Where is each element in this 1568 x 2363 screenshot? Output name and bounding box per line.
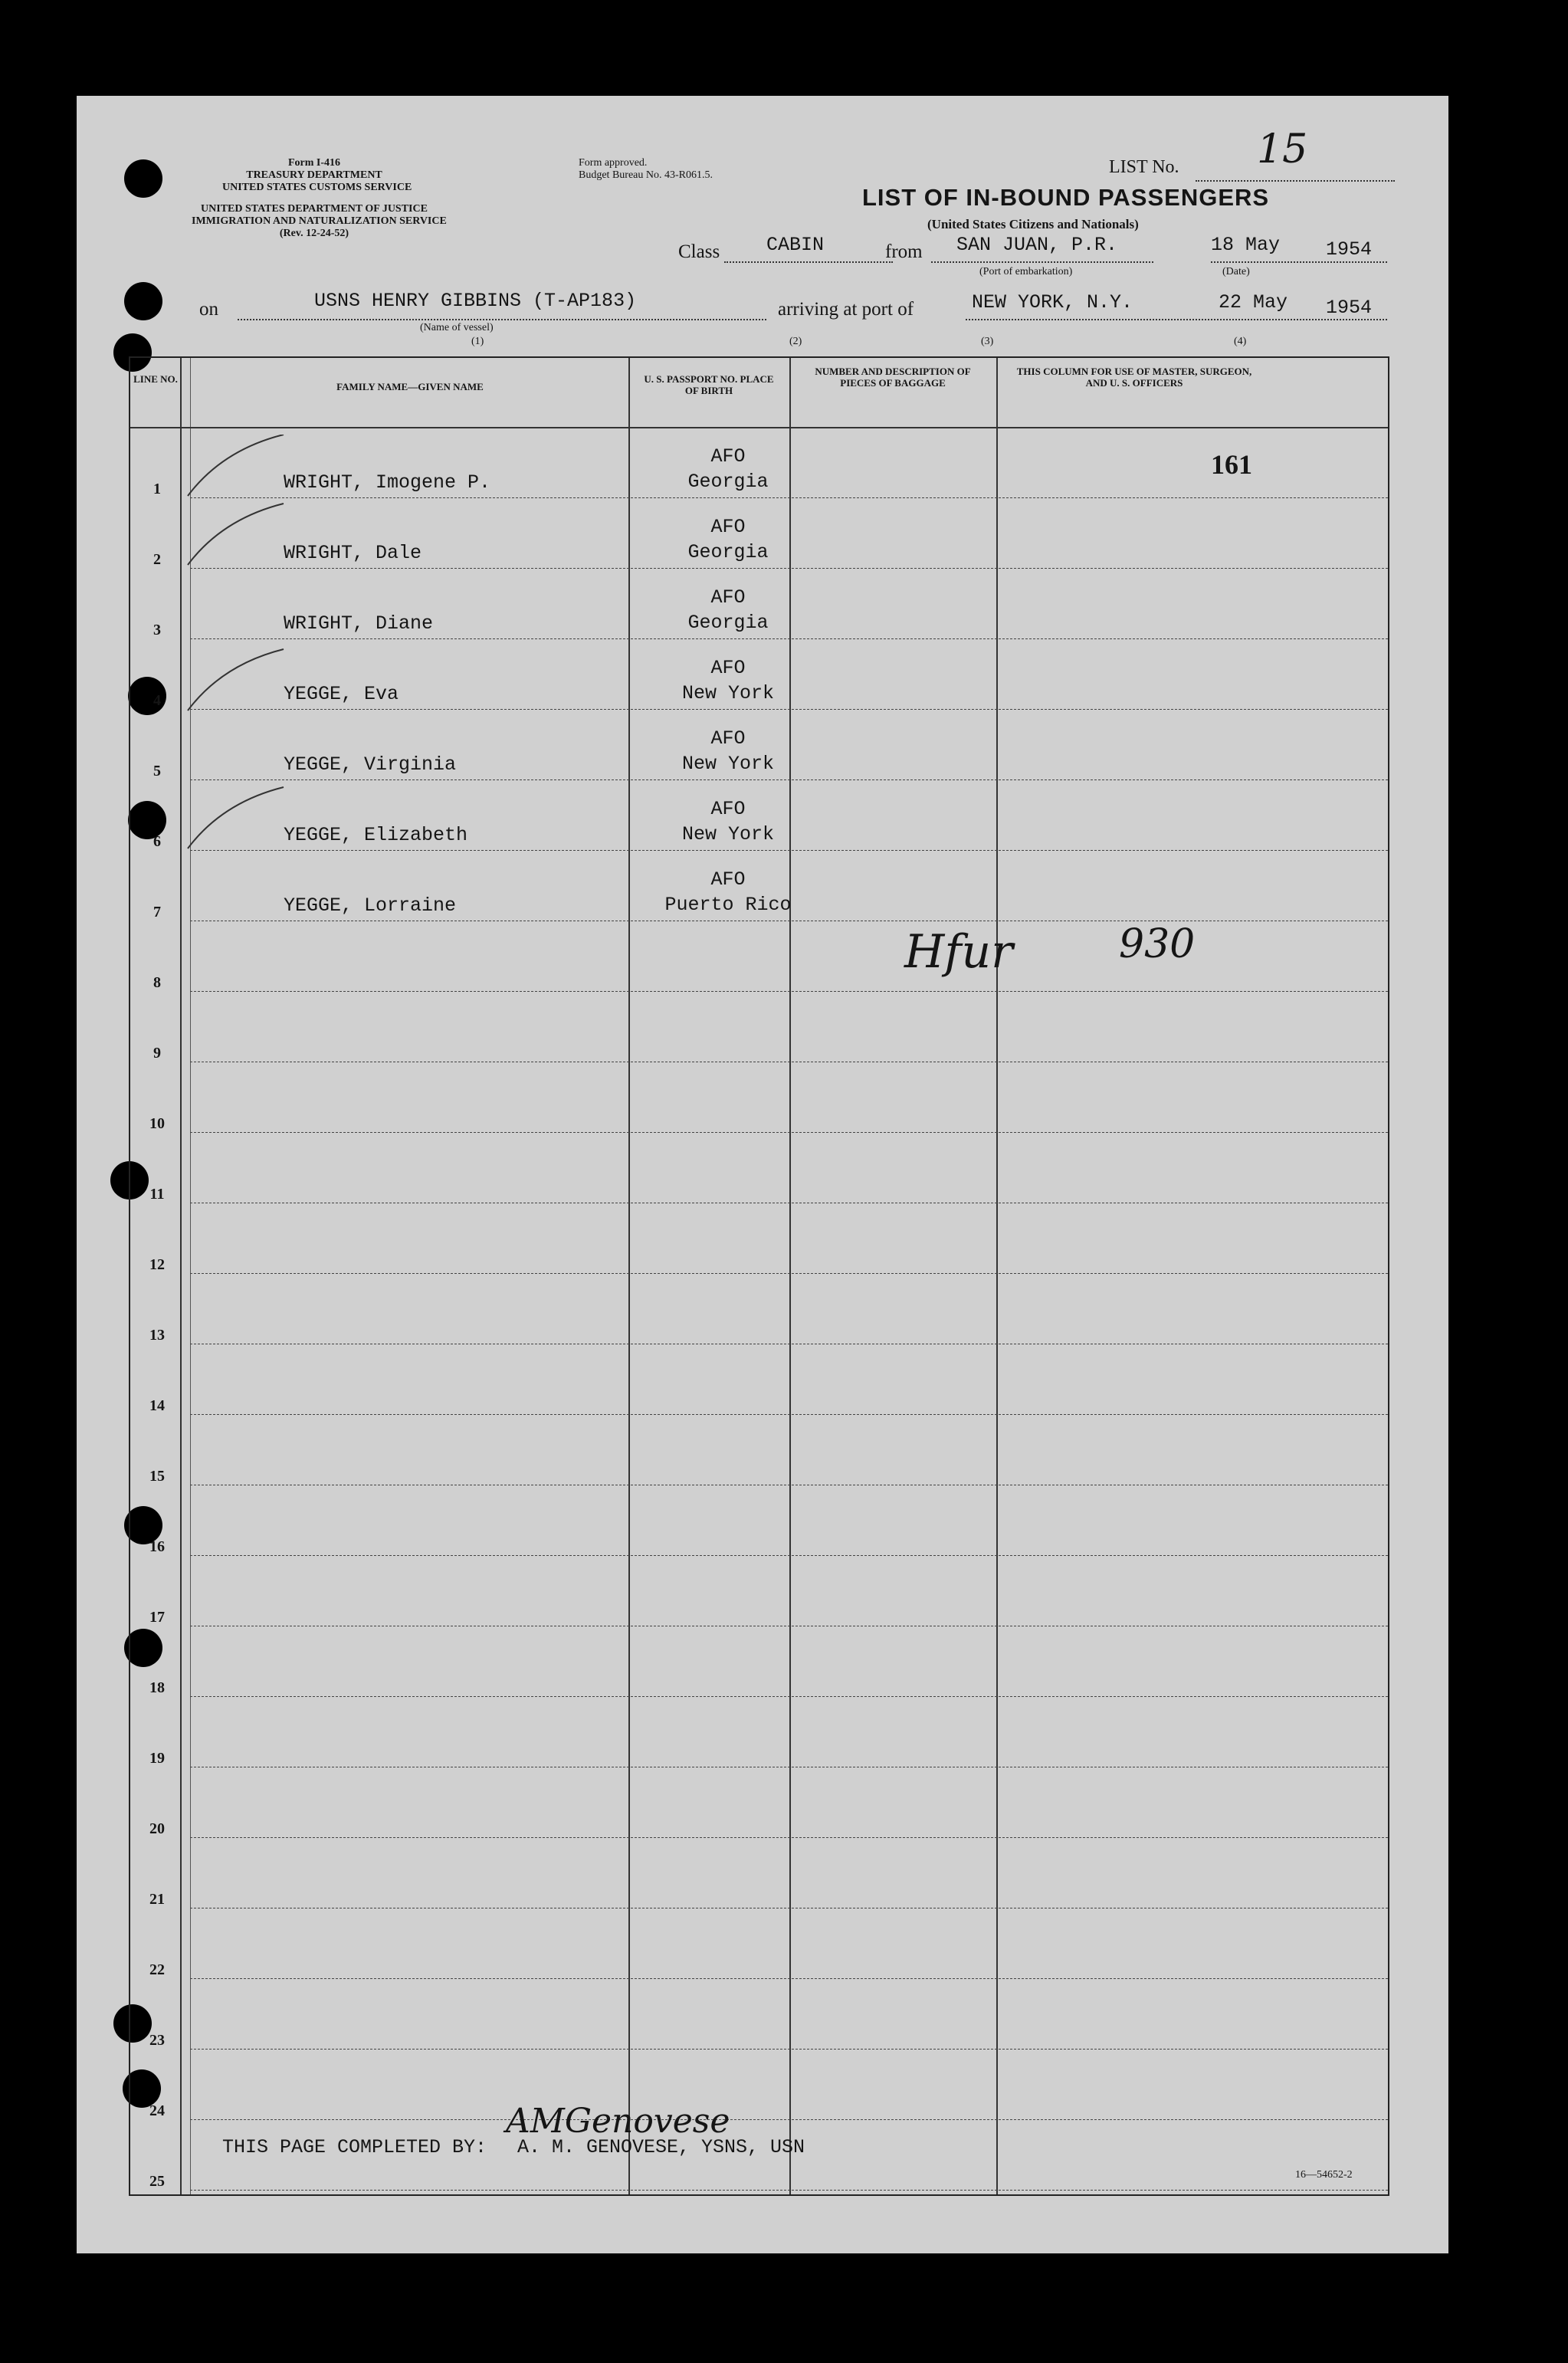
line-number: 25 (149, 2173, 165, 2190)
line-number: 15 (149, 1468, 165, 1485)
approval-block (579, 157, 713, 182)
passport-number: AFO (710, 798, 746, 820)
birthplace: New York (681, 753, 775, 775)
arrival-year: 1954 (1326, 297, 1373, 319)
line-number: 21 (149, 1891, 165, 1908)
completed-label: THIS PAGE COMPLETED BY: (222, 2136, 487, 2158)
passport-cell (659, 655, 797, 706)
passport-cell (659, 585, 797, 635)
passport-number: AFO (710, 657, 746, 679)
row-rule (190, 568, 1388, 569)
passenger-name: YEGGE, Elizabeth (284, 824, 468, 846)
col-number-2: (2) (789, 336, 802, 347)
header-rule (130, 427, 1388, 428)
form-number: Form I-416 (287, 157, 341, 169)
col-header-officers: THIS COLUMN FOR USE OF MASTER, SURGEON, AND U. S. OFFICERS (1016, 366, 1252, 389)
officer-note: 161 (1211, 449, 1252, 480)
col-number-4: (4) (1234, 336, 1247, 347)
line-number: 7 (153, 904, 161, 921)
form-id-block (222, 157, 412, 194)
col-header-passport: U. S. PASSPORT NO. PLACE OF BIRTH (644, 373, 774, 396)
line-number: 1 (153, 481, 161, 497)
line-number: 23 (149, 2032, 165, 2049)
row-rule (190, 638, 1388, 639)
column-divider (628, 358, 630, 2194)
passenger-name: WRIGHT, Diane (284, 612, 434, 635)
passport-cell (659, 726, 797, 776)
vessel-name: USNS HENRY GIBBINS (T-AP183) (314, 290, 637, 312)
passport-cell (659, 514, 797, 565)
ins-name: IMMIGRATION AND NATURALIZATION SERVICE (192, 215, 447, 227)
passport-number: AFO (710, 586, 746, 609)
passenger-table (129, 356, 1389, 2196)
approval-line: Form approved. (579, 157, 648, 169)
class-label: Class (678, 241, 720, 262)
col-header-line: LINE NO. (133, 373, 178, 385)
handwritten-initials: Hfur (904, 925, 1013, 979)
row-rule (190, 1837, 1388, 1838)
vessel-caption: (Name of vessel) (420, 322, 494, 333)
line-number: 4 (153, 692, 161, 709)
passport-cell (659, 444, 797, 494)
row-rule (190, 1696, 1388, 1697)
line-number: 20 (149, 1820, 165, 1837)
birthplace: New York (681, 823, 775, 845)
service-name: UNITED STATES CUSTOMS SERVICE (222, 182, 412, 193)
punch-hole (124, 282, 162, 320)
passenger-name: YEGGE, Lorraine (284, 894, 457, 917)
list-no-label: LIST No. (1109, 157, 1179, 177)
line-number: 22 (149, 1961, 165, 1978)
doj-block (192, 203, 447, 240)
list-no-value: 15 (1257, 126, 1308, 172)
line-number: 14 (149, 1397, 165, 1414)
passport-number: AFO (710, 445, 746, 468)
passenger-name: WRIGHT, Imogene P. (284, 471, 491, 494)
completed-by: A. M. GENOVESE, YSNS, USN (517, 2136, 805, 2158)
row-rule (190, 497, 1388, 498)
doj-name: UNITED STATES DEPARTMENT OF JUSTICE (201, 203, 428, 215)
row-rule (190, 850, 1388, 851)
row-rule (190, 1414, 1388, 1415)
row-rule (190, 1273, 1388, 1274)
signature: AMGenovese (506, 2102, 730, 2141)
on-label: on (199, 299, 218, 320)
arrival-date: 22 May (1219, 291, 1288, 313)
line-number: 5 (153, 763, 161, 779)
depart-year: 1954 (1326, 238, 1373, 261)
row-rule (190, 1132, 1388, 1133)
line-number: 3 (153, 622, 161, 638)
line-number: 19 (149, 1750, 165, 1767)
line-number: 11 (149, 1186, 165, 1203)
punch-hole (124, 159, 162, 198)
page-subtitle: (United States Citizens and Nationals) (927, 217, 1139, 231)
line-number: 9 (153, 1045, 161, 1062)
arrival-port: NEW YORK, N.Y. (972, 291, 1133, 313)
depart-date: 18 May (1211, 234, 1281, 256)
port-embark-value: SAN JUAN, P.R. (956, 234, 1118, 256)
passport-number: AFO (710, 868, 746, 891)
vessel-field (238, 314, 766, 320)
check-marks (184, 435, 307, 1032)
page-title: LIST OF IN-BOUND PASSENGERS (862, 184, 1270, 211)
birthplace: New York (681, 682, 775, 704)
row-rule (190, 709, 1388, 710)
revision-date: (Rev. 12-24-52) (279, 228, 349, 239)
line-number: 13 (149, 1327, 165, 1344)
row-rule (190, 991, 1388, 992)
passport-cell (659, 867, 797, 917)
list-no-field (1196, 172, 1395, 182)
row-rule (190, 2049, 1388, 2050)
line-number: 2 (153, 551, 161, 568)
birthplace: Georgia (687, 471, 769, 493)
date-caption: (Date) (1222, 266, 1250, 277)
passport-number: AFO (710, 727, 746, 750)
birthplace: Puerto Rico (664, 894, 792, 916)
birthplace: Georgia (687, 612, 769, 634)
department-name: TREASURY DEPARTMENT (246, 169, 382, 181)
col-number-1: (1) (471, 336, 484, 347)
passenger-name: WRIGHT, Dale (284, 542, 422, 564)
line-number: 10 (149, 1115, 165, 1132)
row-rule (190, 1978, 1388, 1979)
line-number: 16 (149, 1538, 165, 1555)
passport-cell (659, 796, 797, 847)
line-number: 17 (149, 1609, 165, 1626)
passenger-name: YEGGE, Eva (284, 683, 399, 705)
column-divider (996, 358, 998, 2194)
row-rule (190, 779, 1388, 780)
row-rule (190, 1555, 1388, 1556)
port-embark-caption: (Port of embarkation) (979, 266, 1073, 277)
print-code: 16—54652-2 (1295, 2169, 1353, 2181)
arriving-label: arriving at port of (778, 299, 914, 320)
line-number: 12 (149, 1256, 165, 1273)
row-rule (190, 2190, 1388, 2191)
row-rule (190, 2119, 1388, 2120)
handwritten-time: 930 (1119, 921, 1196, 967)
arrival-port-field (966, 314, 1387, 320)
from-label: from (885, 241, 923, 262)
passport-number: AFO (710, 516, 746, 538)
col-header-baggage: NUMBER AND DESCRIPTION OF PIECES OF BAGGAGE (815, 366, 971, 389)
budget-line: Budget Bureau No. 43-R061.5. (579, 169, 713, 181)
class-value: CABIN (766, 234, 825, 256)
port-embark-field (931, 257, 1153, 263)
passenger-name: YEGGE, Virginia (284, 753, 457, 776)
line-number: 18 (149, 1679, 165, 1696)
col-header-name: FAMILY NAME—GIVEN NAME (336, 381, 484, 392)
birthplace: Georgia (687, 541, 769, 563)
col-number-3: (3) (981, 336, 994, 347)
line-number: 8 (153, 974, 161, 991)
class-field (724, 257, 893, 263)
line-number: 6 (153, 833, 161, 850)
line-number: 24 (149, 2102, 165, 2119)
